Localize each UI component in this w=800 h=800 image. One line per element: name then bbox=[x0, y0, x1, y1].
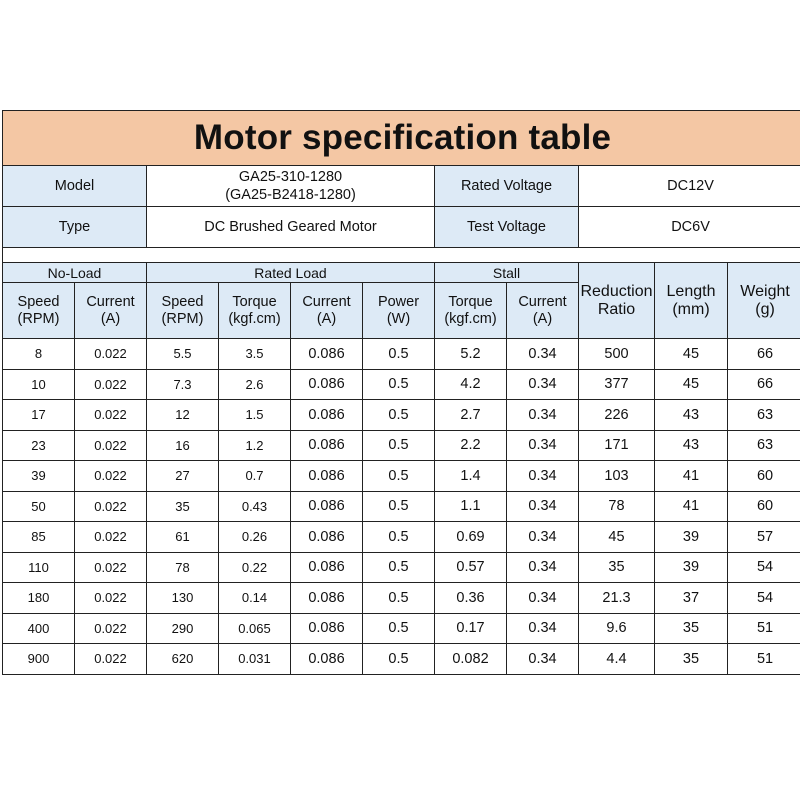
cell-stall-torque: 1.1 bbox=[435, 491, 507, 522]
info-row-model bbox=[3, 166, 800, 207]
cell-rated-power: 0.5 bbox=[363, 644, 435, 675]
cell-no-load-current: 0.022 bbox=[75, 552, 147, 583]
model-label: Model bbox=[3, 166, 147, 207]
cell-rated-speed: 130 bbox=[147, 583, 219, 614]
info-row-type bbox=[3, 207, 800, 248]
cell-rated-current: 0.086 bbox=[291, 369, 363, 400]
cell-rated-power: 0.5 bbox=[363, 339, 435, 370]
cell-rated-power: 0.5 bbox=[363, 491, 435, 522]
header-line: Torque bbox=[232, 293, 277, 310]
cell-rated-torque: 0.22 bbox=[219, 552, 291, 583]
cell-no-load-current: 0.022 bbox=[75, 461, 147, 492]
cell-rated-torque: 0.031 bbox=[219, 644, 291, 675]
header-length-line2: (mm) bbox=[672, 300, 710, 318]
cell-stall-current: 0.34 bbox=[507, 461, 579, 492]
cell-length: 43 bbox=[655, 430, 728, 461]
cell-weight: 51 bbox=[728, 613, 800, 644]
cell-stall-current: 0.34 bbox=[507, 491, 579, 522]
header-length-line1: Length bbox=[666, 282, 716, 300]
cell-rated-current: 0.086 bbox=[291, 339, 363, 370]
cell-rated-speed: 27 bbox=[147, 461, 219, 492]
cell-rated-speed: 7.3 bbox=[147, 369, 219, 400]
cell-rated-speed: 620 bbox=[147, 644, 219, 675]
cell-stall-torque: 0.17 bbox=[435, 613, 507, 644]
type-value: DC Brushed Geared Motor bbox=[147, 207, 435, 248]
cell-no-load-speed: 10 bbox=[3, 369, 75, 400]
table-row bbox=[3, 461, 800, 492]
header-weight bbox=[728, 263, 800, 339]
cell-stall-current: 0.34 bbox=[507, 522, 579, 553]
cell-rated-current: 0.086 bbox=[291, 491, 363, 522]
cell-rated-torque: 1.5 bbox=[219, 400, 291, 431]
cell-stall-torque: 2.2 bbox=[435, 430, 507, 461]
header-reduction-line1: Reduction bbox=[580, 282, 653, 300]
cell-weight: 60 bbox=[728, 461, 800, 492]
spec-table bbox=[2, 110, 800, 675]
cell-rated-speed: 78 bbox=[147, 552, 219, 583]
cell-length: 41 bbox=[655, 461, 728, 492]
cell-rated-torque: 0.43 bbox=[219, 491, 291, 522]
cell-no-load-speed: 85 bbox=[3, 522, 75, 553]
cell-no-load-current: 0.022 bbox=[75, 613, 147, 644]
cell-stall-torque: 2.7 bbox=[435, 400, 507, 431]
type-label: Type bbox=[3, 207, 147, 248]
group-no-load: No-Load bbox=[3, 263, 147, 283]
cell-rated-torque: 1.2 bbox=[219, 430, 291, 461]
cell-rated-speed: 290 bbox=[147, 613, 219, 644]
cell-length: 45 bbox=[655, 339, 728, 370]
cell-no-load-current: 0.022 bbox=[75, 644, 147, 675]
header-no-load-current bbox=[75, 283, 147, 339]
cell-rated-current: 0.086 bbox=[291, 461, 363, 492]
group-rated-load: Rated Load bbox=[147, 263, 435, 283]
header-unit: (A) bbox=[316, 310, 337, 327]
cell-no-load-speed: 900 bbox=[3, 644, 75, 675]
cell-rated-power: 0.5 bbox=[363, 369, 435, 400]
cell-stall-torque: 5.2 bbox=[435, 339, 507, 370]
cell-rated-current: 0.086 bbox=[291, 552, 363, 583]
header-unit: (kgf.cm) bbox=[228, 310, 281, 327]
data-rows bbox=[3, 339, 800, 675]
cell-reduction-ratio: 21.3 bbox=[579, 583, 655, 614]
table-row bbox=[3, 522, 800, 553]
cell-no-load-speed: 180 bbox=[3, 583, 75, 614]
cell-stall-torque: 0.36 bbox=[435, 583, 507, 614]
cell-no-load-speed: 8 bbox=[3, 339, 75, 370]
cell-reduction-ratio: 45 bbox=[579, 522, 655, 553]
motor-spec-sheet bbox=[2, 110, 798, 675]
cell-weight: 57 bbox=[728, 522, 800, 553]
header-stall-current bbox=[507, 283, 579, 339]
table-row bbox=[3, 491, 800, 522]
table-title: Motor specification table bbox=[3, 111, 800, 166]
cell-reduction-ratio: 9.6 bbox=[579, 613, 655, 644]
cell-rated-current: 0.086 bbox=[291, 430, 363, 461]
cell-rated-torque: 3.5 bbox=[219, 339, 291, 370]
cell-weight: 66 bbox=[728, 339, 800, 370]
rated-voltage-value: DC12V bbox=[579, 166, 800, 207]
cell-reduction-ratio: 500 bbox=[579, 339, 655, 370]
cell-weight: 63 bbox=[728, 430, 800, 461]
cell-rated-current: 0.086 bbox=[291, 522, 363, 553]
model-value-line2: (GA25-B2418-1280) bbox=[225, 187, 356, 203]
cell-rated-speed: 12 bbox=[147, 400, 219, 431]
header-line: Current bbox=[302, 293, 351, 310]
header-line: Speed bbox=[17, 293, 60, 310]
cell-reduction-ratio: 171 bbox=[579, 430, 655, 461]
cell-rated-current: 0.086 bbox=[291, 644, 363, 675]
header-line: Current bbox=[86, 293, 135, 310]
cell-length: 35 bbox=[655, 613, 728, 644]
header-rated-torque bbox=[219, 283, 291, 339]
header-unit: (RPM) bbox=[161, 310, 204, 327]
cell-no-load-speed: 110 bbox=[3, 552, 75, 583]
header-rated-current bbox=[291, 283, 363, 339]
model-value-line1: GA25-310-1280 bbox=[238, 169, 343, 185]
cell-weight: 66 bbox=[728, 369, 800, 400]
cell-weight: 51 bbox=[728, 644, 800, 675]
cell-rated-torque: 0.7 bbox=[219, 461, 291, 492]
cell-no-load-speed: 23 bbox=[3, 430, 75, 461]
cell-length: 39 bbox=[655, 552, 728, 583]
header-unit: (A) bbox=[100, 310, 121, 327]
header-unit: (W) bbox=[386, 310, 411, 327]
cell-no-load-current: 0.022 bbox=[75, 369, 147, 400]
cell-rated-torque: 0.26 bbox=[219, 522, 291, 553]
cell-rated-speed: 16 bbox=[147, 430, 219, 461]
cell-reduction-ratio: 78 bbox=[579, 491, 655, 522]
header-line: Power bbox=[377, 293, 420, 310]
cell-length: 35 bbox=[655, 644, 728, 675]
cell-rated-power: 0.5 bbox=[363, 583, 435, 614]
header-line: Speed bbox=[161, 293, 204, 310]
header-rated-power bbox=[363, 283, 435, 339]
rated-voltage-label: Rated Voltage bbox=[435, 166, 579, 207]
cell-rated-current: 0.086 bbox=[291, 400, 363, 431]
cell-stall-current: 0.34 bbox=[507, 430, 579, 461]
cell-length: 37 bbox=[655, 583, 728, 614]
cell-stall-torque: 1.4 bbox=[435, 461, 507, 492]
cell-rated-power: 0.5 bbox=[363, 400, 435, 431]
cell-reduction-ratio: 35 bbox=[579, 552, 655, 583]
cell-stall-torque: 0.69 bbox=[435, 522, 507, 553]
cell-weight: 54 bbox=[728, 583, 800, 614]
cell-no-load-current: 0.022 bbox=[75, 400, 147, 431]
test-voltage-value: DC6V bbox=[579, 207, 800, 248]
table-row bbox=[3, 644, 800, 675]
cell-no-load-current: 0.022 bbox=[75, 491, 147, 522]
cell-weight: 54 bbox=[728, 552, 800, 583]
test-voltage-label: Test Voltage bbox=[435, 207, 579, 248]
header-stall-torque bbox=[435, 283, 507, 339]
header-length bbox=[655, 263, 728, 339]
model-value bbox=[147, 166, 435, 207]
table-row bbox=[3, 400, 800, 431]
cell-weight: 60 bbox=[728, 491, 800, 522]
cell-rated-speed: 35 bbox=[147, 491, 219, 522]
header-unit: (RPM) bbox=[17, 310, 60, 327]
cell-rated-current: 0.086 bbox=[291, 583, 363, 614]
cell-stall-current: 0.34 bbox=[507, 644, 579, 675]
cell-stall-current: 0.34 bbox=[507, 583, 579, 614]
cell-reduction-ratio: 377 bbox=[579, 369, 655, 400]
cell-rated-power: 0.5 bbox=[363, 613, 435, 644]
cell-reduction-ratio: 226 bbox=[579, 400, 655, 431]
cell-stall-current: 0.34 bbox=[507, 552, 579, 583]
cell-no-load-speed: 50 bbox=[3, 491, 75, 522]
cell-reduction-ratio: 4.4 bbox=[579, 644, 655, 675]
cell-weight: 63 bbox=[728, 400, 800, 431]
cell-stall-current: 0.34 bbox=[507, 339, 579, 370]
header-unit: (A) bbox=[532, 310, 553, 327]
cell-rated-torque: 2.6 bbox=[219, 369, 291, 400]
cell-stall-torque: 0.082 bbox=[435, 644, 507, 675]
table-row bbox=[3, 430, 800, 461]
cell-rated-current: 0.086 bbox=[291, 613, 363, 644]
table-row bbox=[3, 613, 800, 644]
cell-rated-torque: 0.14 bbox=[219, 583, 291, 614]
cell-rated-power: 0.5 bbox=[363, 461, 435, 492]
header-line: Current bbox=[518, 293, 567, 310]
cell-rated-power: 0.5 bbox=[363, 430, 435, 461]
header-rated-speed bbox=[147, 283, 219, 339]
cell-rated-power: 0.5 bbox=[363, 522, 435, 553]
cell-rated-speed: 5.5 bbox=[147, 339, 219, 370]
cell-stall-torque: 0.57 bbox=[435, 552, 507, 583]
spacer-row bbox=[3, 248, 800, 263]
cell-rated-speed: 61 bbox=[147, 522, 219, 553]
cell-stall-current: 0.34 bbox=[507, 400, 579, 431]
header-weight-line1: Weight bbox=[740, 282, 790, 300]
cell-rated-power: 0.5 bbox=[363, 552, 435, 583]
table-row bbox=[3, 583, 800, 614]
group-header-row bbox=[3, 263, 800, 283]
header-reduction-line2: Ratio bbox=[597, 300, 636, 318]
cell-reduction-ratio: 103 bbox=[579, 461, 655, 492]
cell-rated-torque: 0.065 bbox=[219, 613, 291, 644]
cell-stall-current: 0.34 bbox=[507, 369, 579, 400]
cell-no-load-speed: 400 bbox=[3, 613, 75, 644]
cell-length: 41 bbox=[655, 491, 728, 522]
cell-no-load-speed: 39 bbox=[3, 461, 75, 492]
header-weight-line2: (g) bbox=[755, 300, 775, 318]
header-no-load-speed bbox=[3, 283, 75, 339]
cell-stall-current: 0.34 bbox=[507, 613, 579, 644]
cell-no-load-current: 0.022 bbox=[75, 583, 147, 614]
header-line: Torque bbox=[448, 293, 493, 310]
cell-no-load-speed: 17 bbox=[3, 400, 75, 431]
table-row bbox=[3, 339, 800, 370]
cell-length: 43 bbox=[655, 400, 728, 431]
header-reduction-ratio bbox=[579, 263, 655, 339]
cell-no-load-current: 0.022 bbox=[75, 339, 147, 370]
table-row bbox=[3, 369, 800, 400]
cell-stall-torque: 4.2 bbox=[435, 369, 507, 400]
group-stall: Stall bbox=[435, 263, 579, 283]
header-unit: (kgf.cm) bbox=[444, 310, 497, 327]
spacer-cell bbox=[3, 248, 800, 263]
cell-length: 39 bbox=[655, 522, 728, 553]
table-row bbox=[3, 552, 800, 583]
cell-no-load-current: 0.022 bbox=[75, 430, 147, 461]
cell-no-load-current: 0.022 bbox=[75, 522, 147, 553]
cell-length: 45 bbox=[655, 369, 728, 400]
